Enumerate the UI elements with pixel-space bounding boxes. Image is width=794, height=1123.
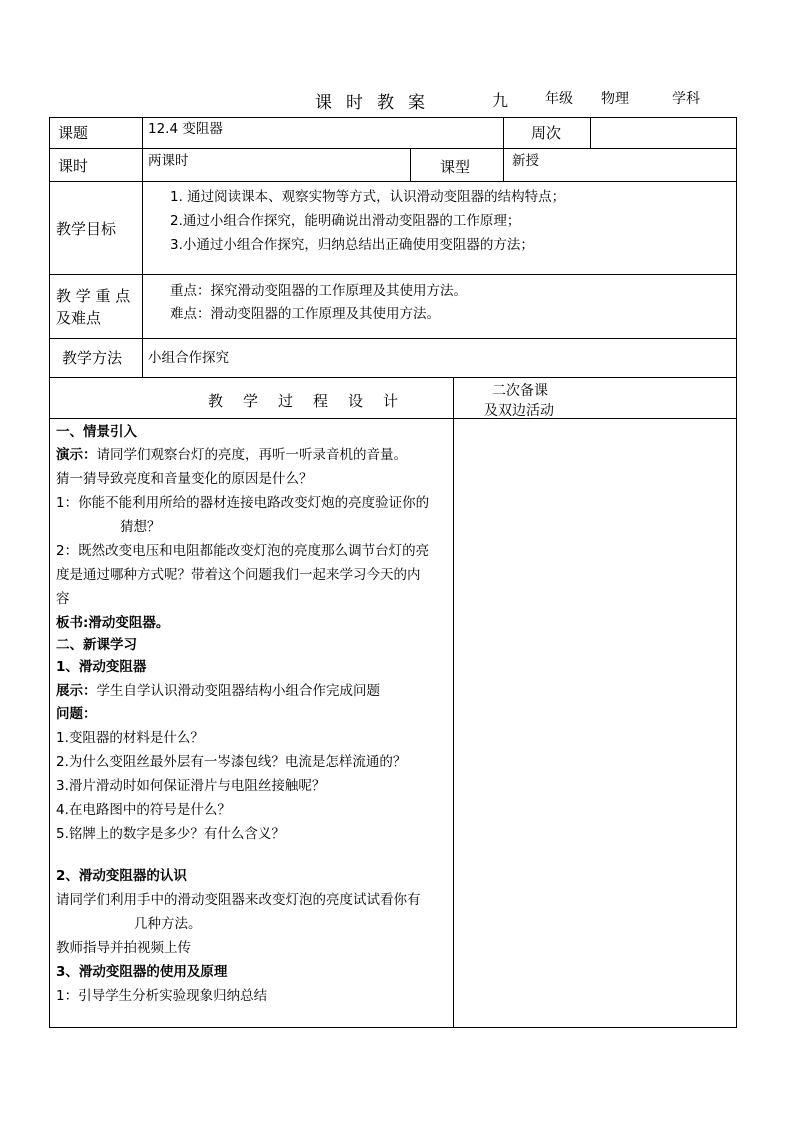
objective-item: 3.小通过小组合作探究，归纳总结出正确使用变阻器的方法；: [170, 237, 534, 253]
question-text-cont: 度是通过哪种方式呢？带着这个问题我们一起来学习今天的内: [56, 567, 421, 583]
task-text-cont: 几种方法。: [134, 916, 202, 932]
demo-line: [56, 445, 407, 465]
process-design-header: 教学过程设计: [208, 392, 419, 410]
show-line: [56, 681, 380, 701]
row-divider: [49, 148, 737, 149]
page-header: [0, 88, 794, 113]
guide-text: 1：引导学生分析实验现象归纳总结: [56, 988, 268, 1004]
subsection-title: 2、滑动变阻器的认识: [56, 868, 187, 884]
secondary-prep-header: 二次备课: [492, 383, 548, 399]
key-point-text: 重点：探究滑动变阻器的工作原理及其使用方法。: [170, 283, 467, 299]
guess-text: 猜一猜导致亮度和音量变化的原因是什么？: [56, 471, 313, 487]
key-points-label: 教 学 重 点: [56, 287, 131, 305]
row-divider: [49, 338, 737, 339]
grade-value: 九: [492, 91, 509, 110]
topic-value: 12.4 变阻器: [148, 121, 223, 137]
board-note: 板书:滑动变阻器。: [56, 615, 170, 631]
objective-item: 1. 通过阅读课本、观察实物等方式，认识滑动变阻器的结构特点；: [170, 189, 566, 205]
demo-label: 演示：: [56, 447, 97, 463]
show-text: 学生自学认识滑动变阻器结构小组合作完成问题: [96, 683, 380, 699]
section-title: 一、情景引入: [56, 424, 137, 440]
row-divider: [49, 377, 737, 378]
topic-label: 课题: [58, 124, 89, 142]
row-divider: [49, 418, 737, 419]
grade-label: 年级: [545, 91, 573, 107]
question-text-cont: 猜想？: [120, 519, 161, 535]
objective-item: 2.通过小组合作探究，能明确说出滑动变阻器的工作原理；: [170, 213, 521, 229]
question-item: 5.铭牌上的数字是多少？有什么含义？: [56, 826, 285, 842]
secondary-prep-header-cont: 及双边活动: [484, 403, 554, 419]
type-label: 课型: [440, 158, 471, 176]
teacher-guidance: 教师指导并拍视频上传: [56, 940, 191, 956]
method-value: 小组合作探究: [148, 350, 229, 366]
question-item: 2.为什么变阻丝最外层有一岑漆包线？电流是怎样流通的？: [56, 754, 407, 770]
task-text: 请同学们利用手中的滑动变阻器来改变灯泡的亮度试试看你有: [56, 892, 421, 908]
question-text: 2：既然改变电压和电阻都能改变灯泡的亮度那么调节台灯的亮: [56, 543, 430, 559]
column-divider: [503, 148, 504, 182]
type-value: 新授: [512, 153, 539, 169]
questions-label: 问题：: [56, 706, 97, 722]
week-label: 周次: [531, 124, 562, 142]
demo-text: 请同学们观察台灯的亮度，再听一听录音机的音量。: [96, 447, 407, 463]
lesson-plan-title: 课时教案: [315, 93, 439, 113]
question-item: 1.变阻器的材料是什么？: [56, 730, 204, 746]
objectives-label: 教学目标: [56, 220, 117, 238]
subject-value: 物理: [601, 91, 629, 107]
subsection-title: 3、滑动变阻器的使用及原理: [56, 964, 228, 980]
column-divider: [590, 117, 591, 149]
column-divider: [410, 148, 411, 182]
subject-label: 学科: [672, 91, 700, 107]
period-label: 课时: [58, 157, 89, 175]
row-divider: [49, 181, 737, 182]
row-divider: [49, 274, 737, 275]
column-divider: [503, 117, 504, 149]
column-divider: [142, 117, 143, 378]
column-divider: [453, 377, 454, 1028]
period-value: 两课时: [148, 153, 189, 169]
question-text-cont: 容: [56, 591, 70, 607]
question-item: 4.在电路图中的符号是什么？: [56, 802, 231, 818]
key-points-label-cont: 及难点: [56, 309, 102, 327]
difficulty-text: 难点：滑动变阻器的工作原理及其使用方法。: [170, 306, 440, 322]
question-text: 1：你能不能利用所给的器材连接电路改变灯炮的亮度验证你的: [56, 495, 430, 511]
show-label: 展示：: [56, 683, 97, 699]
subsection-title: 1、滑动变阻器: [56, 659, 147, 675]
section-title: 二、新课学习: [56, 637, 137, 653]
question-item: 3.滑片滑动时如何保证滑片与电阻丝接触呢？: [56, 778, 326, 794]
method-label: 教学方法: [62, 349, 123, 367]
